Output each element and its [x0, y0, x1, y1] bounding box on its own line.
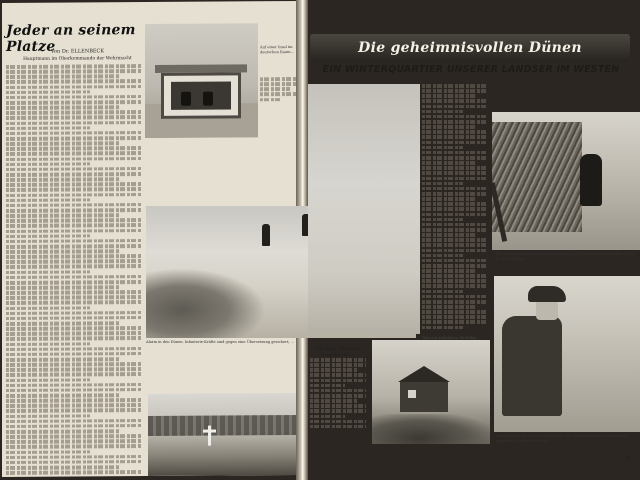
dune-house-photo [372, 340, 490, 444]
page-number: 3 [626, 454, 631, 462]
photo-credit: Text und Aufnahmen: PK-Fiebig [422, 336, 477, 340]
byline [10, 48, 145, 62]
soldier-planting-reeds-photo [494, 276, 640, 432]
sky-photo [308, 84, 420, 334]
title-banner [310, 34, 630, 62]
article-title: Die geheimnisvollen Dünen [358, 40, 582, 56]
bunker-photo [145, 23, 258, 138]
side-caption-lines [260, 77, 296, 157]
thatched-hut-photo [492, 112, 640, 250]
body-text-column-1 [6, 64, 142, 475]
soldiers-photo-caption: Alarm in den Dünen. Infanterie-Kräfte sind gegen eine Übersetzung gesichert; ... [146, 340, 295, 344]
worker-photo-caption: Unterhaltung durch den Strandhafer. Die geheimnisvolle Düne wird mit gepflanzten Halmen befestigt ... [496, 434, 628, 443]
village-photo [148, 393, 299, 476]
sidebar-heading: Vor den "Dünen" angelehnt… [314, 346, 362, 358]
article-headline: Jeder an seinem Platze [6, 22, 136, 56]
bunker-photo-caption: Auf einer Insel im deutschen Raum… [260, 45, 295, 55]
hut-photo-caption: Der Kompaniechef auf einem Kontrollgang. Die einen verrichten ihre Pflicht in der Stellung, ... [496, 252, 635, 261]
sidebar-text [310, 358, 366, 436]
article-subtitle: EIN WINTERQUARTIER UNSERER LANDSER IM WESTEN [322, 64, 620, 75]
byline-role: Hauptmann im Oberkommando der Wehrmacht [23, 56, 132, 62]
sidebar-box [306, 340, 370, 440]
byline-author: Von Dr. ELLENBECK [50, 48, 105, 55]
body-text-column-right [422, 84, 488, 334]
